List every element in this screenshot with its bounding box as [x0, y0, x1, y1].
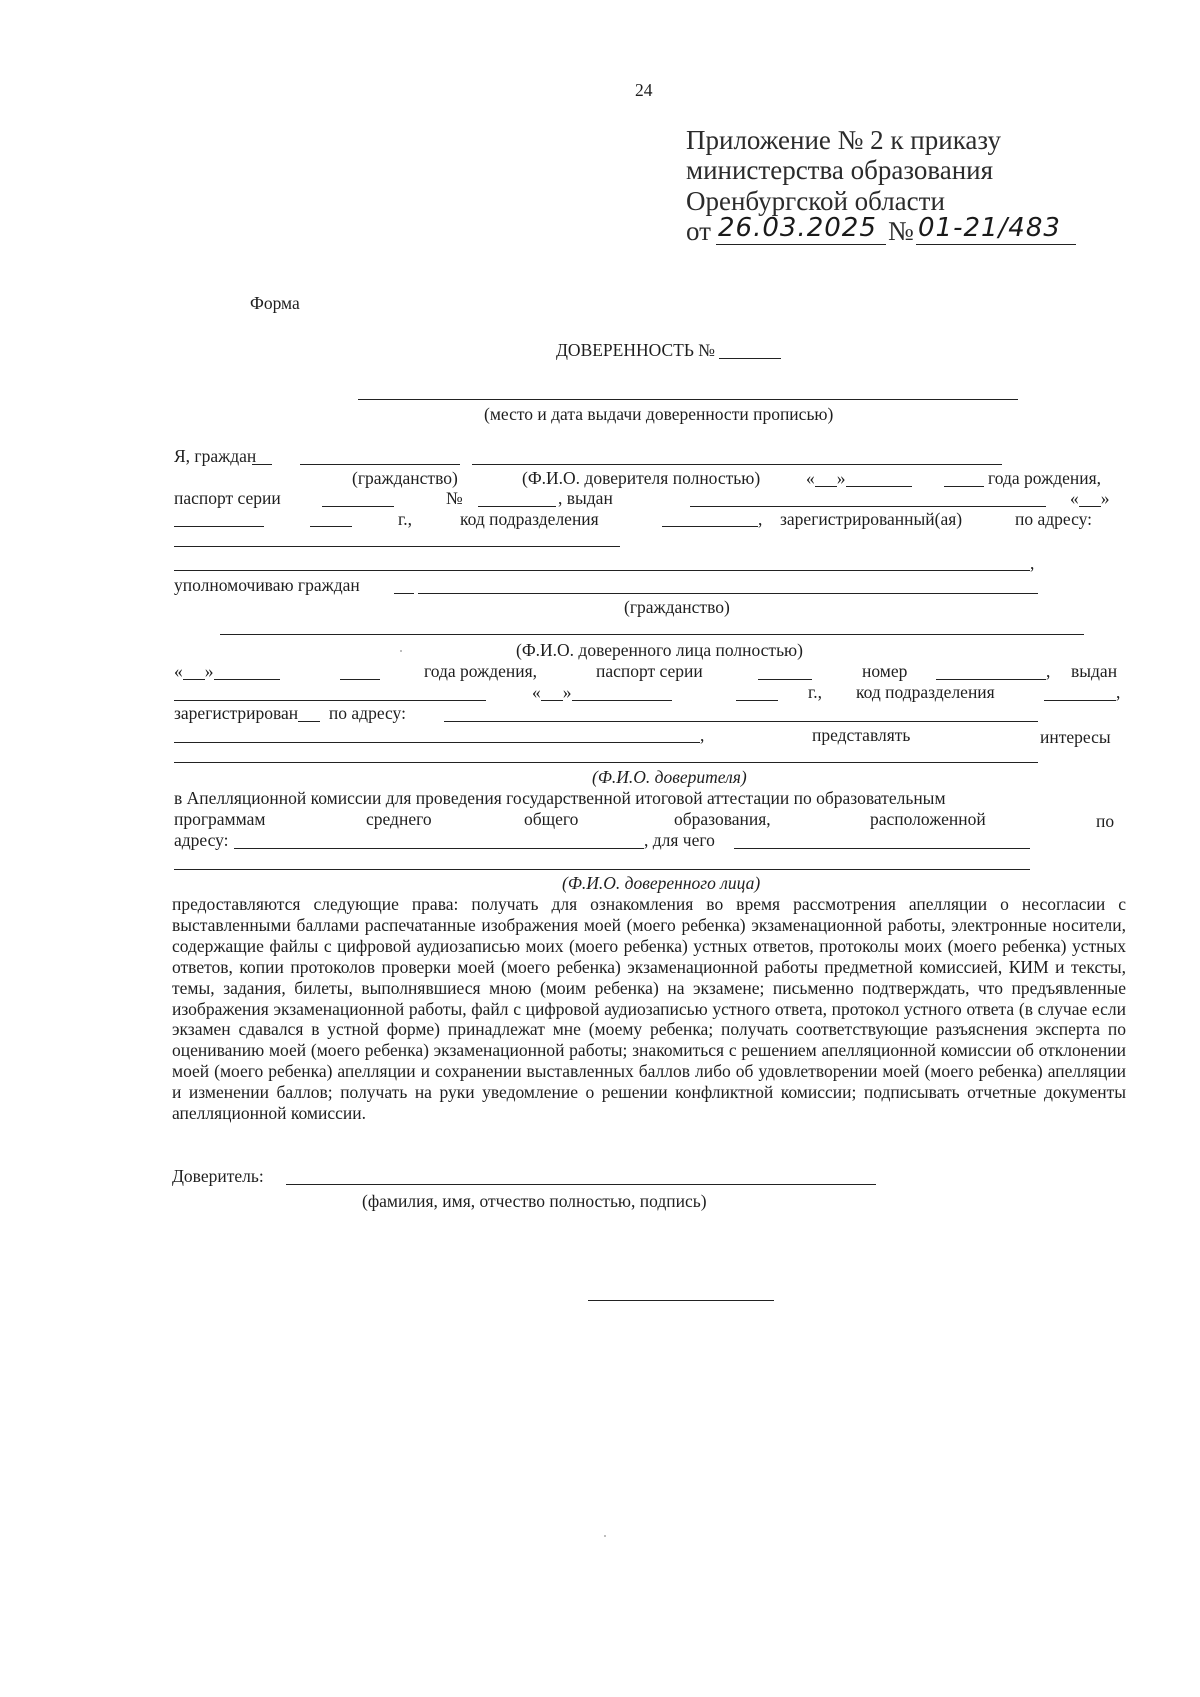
q-open: « — [532, 682, 541, 702]
trustee-dept-code-blank[interactable] — [1044, 700, 1116, 701]
trustee-issued: выдан — [1071, 661, 1118, 681]
authorize-fio-caption: (Ф.И.О. доверенного лица полностью) — [516, 640, 803, 660]
at-address-text: по адресу: — [328, 703, 406, 723]
appendix-date-underline — [716, 244, 886, 245]
principal-issued: , выдан — [558, 488, 613, 508]
commission-for-what: , для чего — [644, 830, 715, 850]
comma: , — [758, 509, 763, 529]
trustee-issued-date[interactable] — [532, 682, 672, 702]
authorize-citizenship-line[interactable] — [418, 593, 1038, 594]
principal-registered: зарегистрированный(ая) — [780, 509, 963, 529]
principal-address-line-1[interactable] — [174, 546, 620, 547]
principal-passport-series: паспорт серии — [174, 488, 281, 508]
registered-text: зарегистрирован — [174, 703, 299, 723]
principal-birth-year-blank[interactable] — [944, 486, 984, 487]
appendix-number-underline — [916, 244, 1076, 245]
title-text: ДОВЕРЕННОСТЬ № — [556, 340, 715, 360]
principal-number-blank[interactable] — [478, 506, 556, 507]
commission-w1: программам — [174, 809, 266, 829]
rights-paragraph: предоставляются следующие права: получать для ознакомления во время рассмотрения апелляции о несогласии с выставленными баллами распечатанные изображения моей (моего ребенка) экзаменационной работы, электронные носители, содержащие файлы с цифровой аудиозаписью моих (моего ребенка) устных ответов, протоколы моих (моего ребенка) устных ответов, копии протоколов проверки моей (моего ребенка) экзаменационной работы предметной комиссией, КИМ и тексты, темы, задания, билеты, выполнявшиеся мною (моим ребенка) на экзамене; письменно подтверждать, что предъявленные изображения экзаменационной работы, файл с цифровой аудиозаписью устного ответа, протокол устного ответа (в случае если экзамен сдавался в устной форме) принадлежат мне (моему ребенка; получать соответствующие разъяснения эксперта по оцениванию моей (моего ребенка) экзаменационной работы; знакомиться с решением апелляционной комиссии об отклонении моей (моего ребенка) апелляции и сохранении выставленных баллов либо об удовлетворении моей (моего ребенка) апелляции и изменении баллов; получать на руки уведомление о решении конфликтной комиссии; подписывать отчетные документы апелляционной комиссии. — [172, 894, 1126, 1124]
principal-citizenship-caption: (гражданство) — [352, 468, 458, 488]
commission-w3: общего — [524, 809, 579, 829]
blank — [572, 683, 672, 702]
signature-label: Доверитель: — [172, 1166, 264, 1186]
principal-birth-year-label: года рождения, — [988, 468, 1102, 488]
trustee-issued-by-line[interactable] — [174, 700, 486, 701]
caption-text: (Ф.И.О. доверенного лица) — [562, 873, 761, 893]
trustee-series-blank[interactable] — [758, 679, 812, 680]
principal-address-line-2[interactable] — [174, 570, 1030, 571]
trustee-interests: интересы — [1040, 727, 1111, 747]
principal-year-abbr: г., — [398, 509, 412, 529]
principal-ya-grazhdan: Я, граждан — [174, 446, 257, 466]
principal-issued-month-blank[interactable] — [174, 526, 264, 527]
blank — [298, 704, 320, 723]
blank — [214, 662, 280, 681]
appendix-number-label: № — [888, 216, 914, 246]
commission-w4: образования, — [674, 809, 771, 829]
commission-trustee-line[interactable] — [174, 869, 1030, 870]
q-close: » — [562, 682, 572, 702]
q-close: » — [204, 661, 214, 681]
principal-fio-line[interactable] — [472, 464, 1002, 465]
commission-address-label: адресу: — [174, 830, 229, 850]
appendix-line-2: министерства образования — [686, 155, 994, 185]
trustee-birth: года рождения, — [424, 661, 538, 681]
signature-caption: (фамилия, имя, отчество полностью, подпись) — [362, 1191, 707, 1211]
q-close: » — [1100, 488, 1110, 508]
appendix-from-label: от — [686, 216, 711, 246]
principal-at-address: по адресу: — [1015, 509, 1093, 529]
blank — [183, 662, 205, 681]
trustee-number-label: номер — [862, 661, 908, 681]
trustee-address-line-2[interactable] — [174, 742, 700, 743]
comma: , — [1116, 682, 1121, 702]
trustee-issued-year-blank[interactable] — [736, 700, 778, 701]
q-open: « — [806, 468, 815, 488]
trustee-birth-day[interactable] — [174, 661, 280, 681]
form-label: Форма — [250, 293, 300, 313]
trustee-registered — [174, 703, 406, 723]
trustee-represent: представлять — [812, 725, 911, 745]
principal-num-sign: № — [446, 488, 463, 508]
trustee-passport-series: паспорт серии — [596, 661, 703, 681]
blank — [1079, 489, 1101, 508]
comma: , — [700, 725, 705, 745]
closing-separator — [588, 1300, 774, 1301]
place-date-line[interactable] — [358, 399, 1018, 400]
commission-w6: по — [1096, 811, 1115, 831]
authorize-ending-blank[interactable] — [394, 593, 414, 594]
trustee-dept-code: код подразделения — [856, 682, 995, 702]
principal-dept-code-blank[interactable] — [662, 526, 758, 527]
authorize-fio-line[interactable] — [220, 634, 1084, 635]
principal-issued-year-blank[interactable] — [310, 526, 352, 527]
trustee-address-line-1[interactable] — [444, 721, 1038, 722]
blank — [846, 469, 912, 488]
q-open: « — [1070, 488, 1079, 508]
principal-issued-date[interactable] — [1070, 488, 1110, 508]
principal-birth-day[interactable] — [806, 468, 912, 488]
scan-speck — [604, 1535, 606, 1537]
authorize-label: уполномочиваю граждан — [174, 575, 360, 595]
q-open: « — [174, 661, 183, 681]
commission-w5: расположенной — [870, 809, 986, 829]
commission-trustee-caption — [562, 873, 760, 893]
title-number-blank[interactable] — [719, 341, 781, 360]
appendix-line-3: Оренбургской области — [686, 186, 945, 216]
trustee-year-abbr: г., — [808, 682, 822, 702]
comma: , — [1046, 661, 1051, 681]
principal-series-blank[interactable] — [322, 506, 394, 507]
document-title — [556, 340, 781, 360]
principal-ending-blank[interactable] — [252, 464, 272, 465]
appendix-number-handwritten: 01-21/483 — [918, 213, 1061, 243]
principal-fio-caption: (Ф.И.О. доверителя полностью) — [522, 468, 761, 488]
trustee-birth-year-blank[interactable] — [340, 679, 380, 680]
authorize-citizenship-caption: (гражданство) — [624, 597, 730, 617]
page-number: 24 — [635, 80, 653, 100]
commission-w2: среднего — [366, 809, 432, 829]
commission-for-what-line[interactable] — [734, 848, 1030, 849]
appendix-line-1: Приложение № 2 к приказу — [686, 125, 1001, 155]
principal-dept-code-label: код подразделения — [460, 509, 599, 529]
commission-line-1: в Апелляционной комиссии для проведения государственной итоговой аттестации по образовательным — [174, 788, 946, 808]
trustee-principal-caption: (Ф.И.О. доверителя) — [592, 767, 747, 787]
blank — [815, 469, 837, 488]
trustee-principal-line[interactable] — [174, 762, 1038, 763]
blank — [541, 683, 563, 702]
trustee-number-blank[interactable] — [936, 679, 1046, 680]
place-date-caption: (место и дата выдачи доверенности прописью) — [484, 404, 834, 424]
scan-speck — [400, 650, 402, 652]
principal-citizenship-line[interactable] — [300, 464, 460, 465]
q-close: » — [836, 468, 846, 488]
signature-line[interactable] — [286, 1184, 876, 1185]
principal-issued-by-line[interactable] — [690, 506, 1046, 507]
commission-address-line[interactable] — [234, 848, 644, 849]
appendix-date-handwritten: 26.03.2025 — [718, 213, 877, 243]
comma: , — [1030, 553, 1035, 573]
